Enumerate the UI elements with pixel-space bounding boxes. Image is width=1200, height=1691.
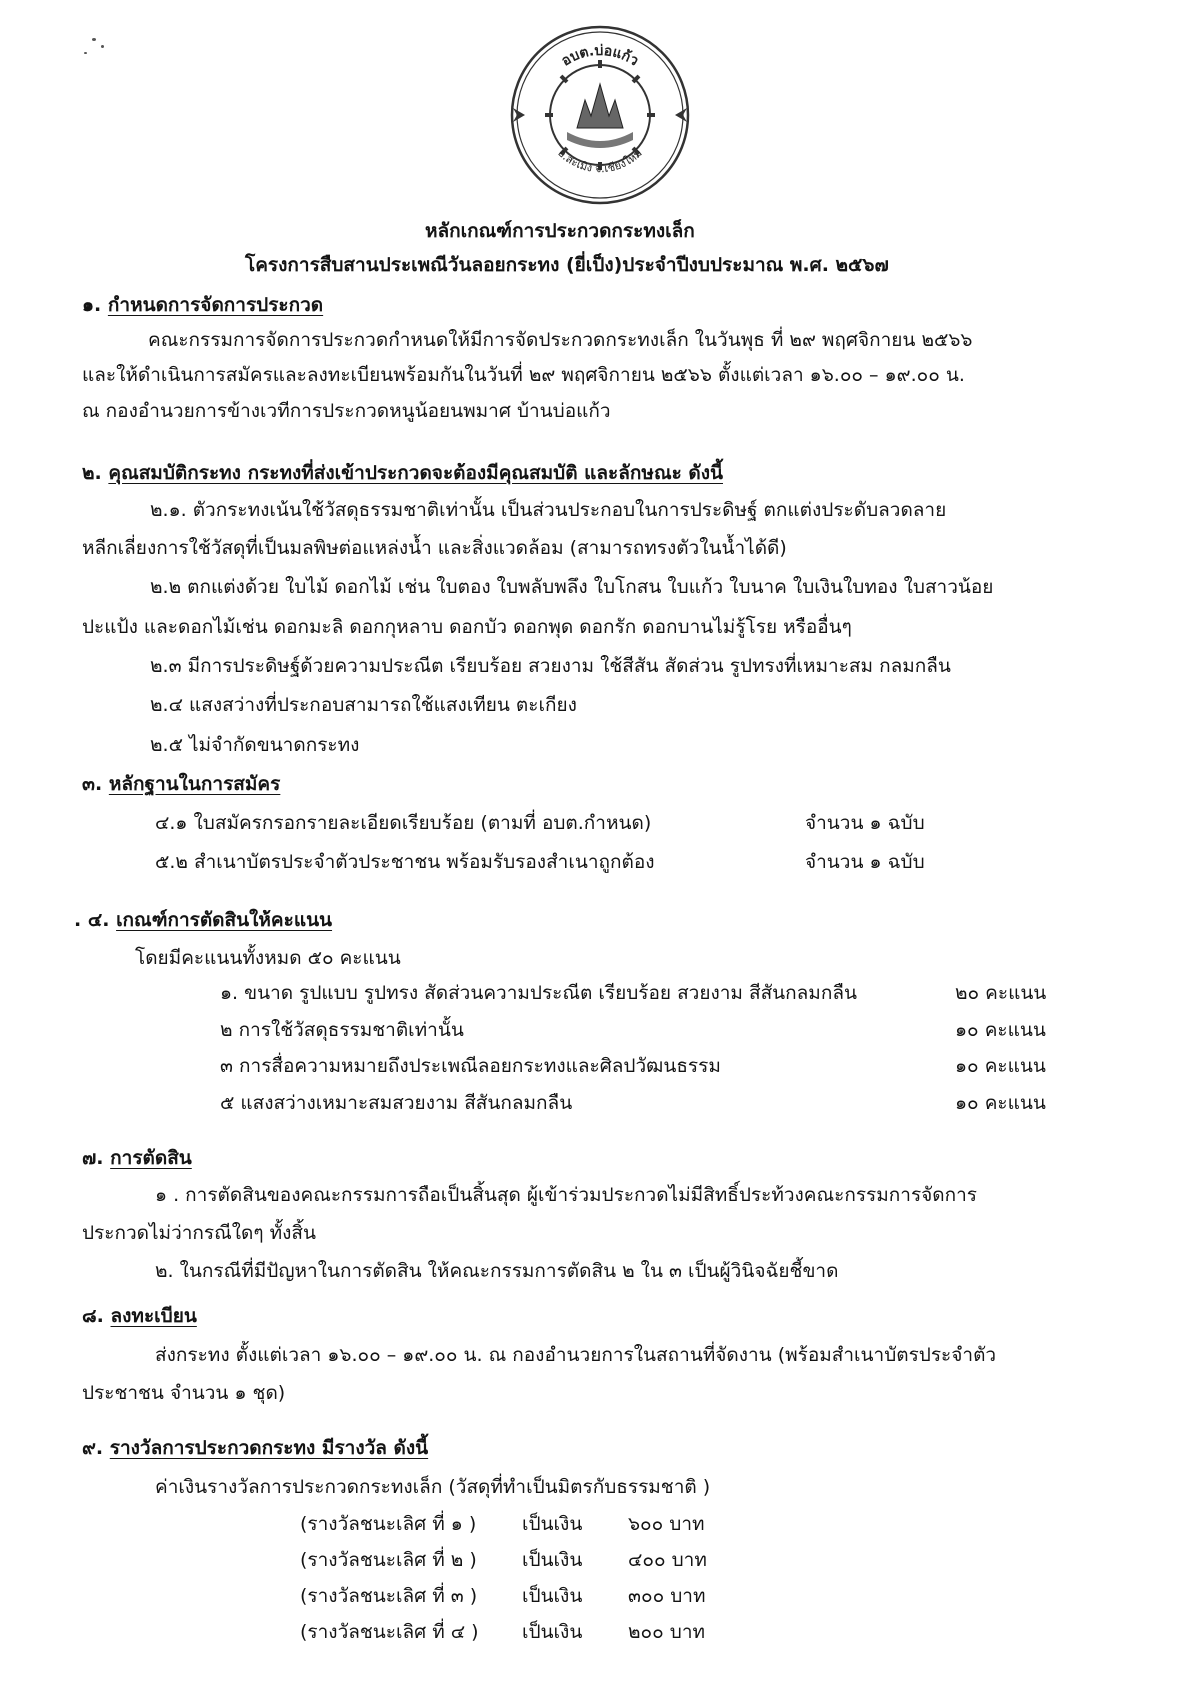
prize-label: เป็นเงิน: [522, 1621, 583, 1643]
section-4-heading: [74, 907, 332, 933]
prize-amount: ๒๐๐ บาท: [628, 1621, 706, 1643]
section-title: ลงทะเบียน: [110, 1305, 197, 1327]
document-item: ๔.๑ ใบสมัครกรอกรายละเอียดเรียบร้อย (ตามที่ อบต.กำหนด): [155, 812, 652, 834]
section-3-heading: [82, 771, 280, 797]
prize-amount: ๓๐๐ บาท: [628, 1585, 706, 1607]
list-item: ๒.๔ แสงสว่างที่ประกอบสามารถใช้แสงเทียน ตะเกียง: [150, 694, 577, 716]
scan-speck: [92, 38, 96, 41]
paragraph: ประกวดไม่ว่ากรณีใดๆ ทั้งสิ้น: [82, 1222, 316, 1244]
prize-rank: (รางวัลชนะเลิศ ที่ ๑ ): [300, 1513, 477, 1535]
prize-label: เป็นเงิน: [522, 1585, 583, 1607]
section-number: . ๔.: [74, 909, 110, 931]
total-score: โดยมีคะแนนทั้งหมด ๕๐ คะแนน: [135, 947, 401, 969]
list-item: ๒.๑. ตัวกระทงเน้นใช้วัสดุธรรมชาติเท่านั้น เป็นส่วนประกอบในการประดิษฐ์ ตกแต่งประดับลวดลาย: [150, 499, 947, 521]
official-seal-icon: [505, 20, 695, 210]
criterion-score: ๑๐ คะแนน: [955, 1055, 1046, 1077]
document-item: ๕.๒ สำเนาบัตรประจำตัวประชาชน พร้อมรับรองสำเนาถูกต้อง: [155, 851, 655, 873]
section-number: ๙.: [82, 1437, 104, 1459]
document-quantity: จำนวน ๑ ฉบับ: [805, 812, 925, 834]
section-number: ๗.: [82, 1147, 104, 1169]
criterion-score: ๒๐ คะแนน: [955, 982, 1047, 1004]
paragraph: ประชาชน จำนวน ๑ ชุด): [82, 1382, 286, 1404]
list-item: ๒.๒ ตกแต่งด้วย ใบไม้ ดอกไม้ เช่น ใบตอง ใบพลับพลึง ใบโกสน ใบแก้ว ใบนาค ใบเงินใบทอง ใบสาวน้อย: [150, 576, 994, 598]
svg-text:อ.สะเมิง จ.เชียงใหม่: [555, 146, 645, 175]
criterion: ๓ การสื่อความหมายถึงประเพณีลอยกระทงและศิลปวัฒนธรรม: [220, 1055, 721, 1077]
seal-bottom-text: อ.สะเมิง จ.เชียงใหม่: [555, 146, 645, 176]
paragraph: ๑ . การตัดสินของคณะกรรมการถือเป็นสิ้นสุด ผู้เข้าร่วมประกวดไม่มีสิทธิ์ประท้วงคณะกรรมการจัดการ: [155, 1184, 978, 1206]
list-item-continuation: ปะแป้ง และดอกไม้เช่น ดอกมะลิ ดอกกุหลาบ ดอกบัว ดอกพุด ดอกรัก ดอกบานไม่รู้โรย หรืออื่นๆ: [82, 616, 852, 638]
paragraph: ณ กองอำนวยการข้างเวทีการประกวดหนูน้อยนพมาศ บ้านบ่อแก้ว: [82, 400, 611, 422]
section-title: กำหนดการจัดการประกวด: [107, 294, 324, 316]
criterion: ๑. ขนาด รูปแบบ รูปทรง สัดส่วนความประณีต เรียบร้อย สวยงาม สีสันกลมกลืน: [220, 982, 857, 1004]
section-number: ๘.: [82, 1305, 104, 1327]
paragraph: ๒. ในกรณีที่มีปัญหาในการตัดสิน ให้คณะกรรมการตัดสิน ๒ ใน ๓ เป็นผู้วินิจฉัยชี้ขาด: [155, 1260, 839, 1282]
section-9-heading: [82, 1435, 428, 1461]
prize-rank: (รางวัลชนะเลิศ ที่ ๓ ): [300, 1585, 478, 1607]
section-title: คุณสมบัติกระทง กระทงที่ส่งเข้าประกวดจะต้องมีคุณสมบัติ และลักษณะ ดังนี้: [108, 462, 723, 484]
prize-amount: ๔๐๐ บาท: [628, 1549, 707, 1571]
prize-amount: ๖๐๐ บาท: [628, 1513, 705, 1535]
criterion-score: ๑๐ คะแนน: [955, 1019, 1046, 1041]
scan-speck: [84, 52, 87, 54]
section-number: ๑.: [82, 294, 102, 316]
section-title: รางวัลการประกวดกระทง มีรางวัล ดังนี้: [109, 1437, 429, 1459]
prize-label: เป็นเงิน: [522, 1513, 583, 1535]
title-line-2: โครงการสืบสานประเพณีวันลอยกระทง (ยี่เป็ง)ประจำปีงบประมาณ พ.ศ. ๒๕๖๗: [245, 254, 889, 276]
criterion: ๕ แสงสว่างเหมาะสมสวยงาม สีสันกลมกลืน: [220, 1092, 573, 1114]
paragraph: ส่งกระทง ตั้งแต่เวลา ๑๖.๐๐ – ๑๙.๐๐ น. ณ กองอำนวยการในสถานที่จัดงาน (พร้อมสำเนาบัตรประจำตัว: [155, 1344, 997, 1366]
title-line-1: หลักเกณฑ์การประกวดกระทงเล็ก: [425, 220, 695, 242]
list-item: ๒.๕ ไม่จำกัดขนาดกระทง: [150, 734, 360, 756]
section-number: ๒.: [82, 462, 102, 484]
paragraph: คณะกรรมการจัดการประกวดกำหนดให้มีการจัดประกวดกระทงเล็ก ในวันพุธ ที่ ๒๙ พฤศจิกายน ๒๕๖๖: [148, 329, 973, 351]
criterion: ๒ การใช้วัสดุธรรมชาติเท่านั้น: [220, 1019, 464, 1041]
prize-label: เป็นเงิน: [522, 1549, 583, 1571]
section-title: เกณฑ์การตัดสินให้คะแนน: [116, 909, 333, 931]
prize-rank: (รางวัลชนะเลิศ ที่ ๔ ): [300, 1621, 479, 1643]
section-title: การตัดสิน: [110, 1147, 192, 1169]
list-item-continuation: หลีกเลี่ยงการใช้วัสดุที่เป็นมลพิษต่อแหล่งน้ำ และสิ่งแวดล้อม (สามารถทรงตัวในน้ำได้ดี): [82, 537, 787, 559]
section-1-heading: [82, 292, 323, 318]
scan-speck: [101, 45, 104, 48]
prize-rank: (รางวัลชนะเลิศ ที่ ๒ ): [300, 1549, 477, 1571]
document-quantity: จำนวน ๑ ฉบับ: [805, 851, 925, 873]
section-2-heading: [82, 460, 723, 486]
section-number: ๓.: [82, 773, 103, 795]
paragraph: และให้ดำเนินการสมัครและลงทะเบียนพร้อมกันในวันที่ ๒๙ พฤศจิกายน ๒๕๖๖ ตั้งแต่เวลา ๑๖.๐๐ – ๑๙.๐๐ น.: [82, 364, 965, 386]
section-7-heading: [82, 1145, 192, 1171]
section-8-heading: [82, 1303, 197, 1329]
prize-intro: ค่าเงินรางวัลการประกวดกระทงเล็ก (วัสดุที่ทำเป็นมิตรกับธรรมชาติ ): [155, 1476, 711, 1498]
list-item: ๒.๓ มีการประดิษฐ์ด้วยความประณีต เรียบร้อย สวยงาม ใช้สีสัน สัดส่วน รูปทรงที่เหมาะสม กลมกลืน: [150, 655, 951, 677]
criterion-score: ๑๐ คะแนน: [955, 1092, 1046, 1114]
seal-top-text: อบต.บ่อแก้ว: [558, 42, 642, 70]
section-title: หลักฐานในการสมัคร: [108, 773, 281, 795]
